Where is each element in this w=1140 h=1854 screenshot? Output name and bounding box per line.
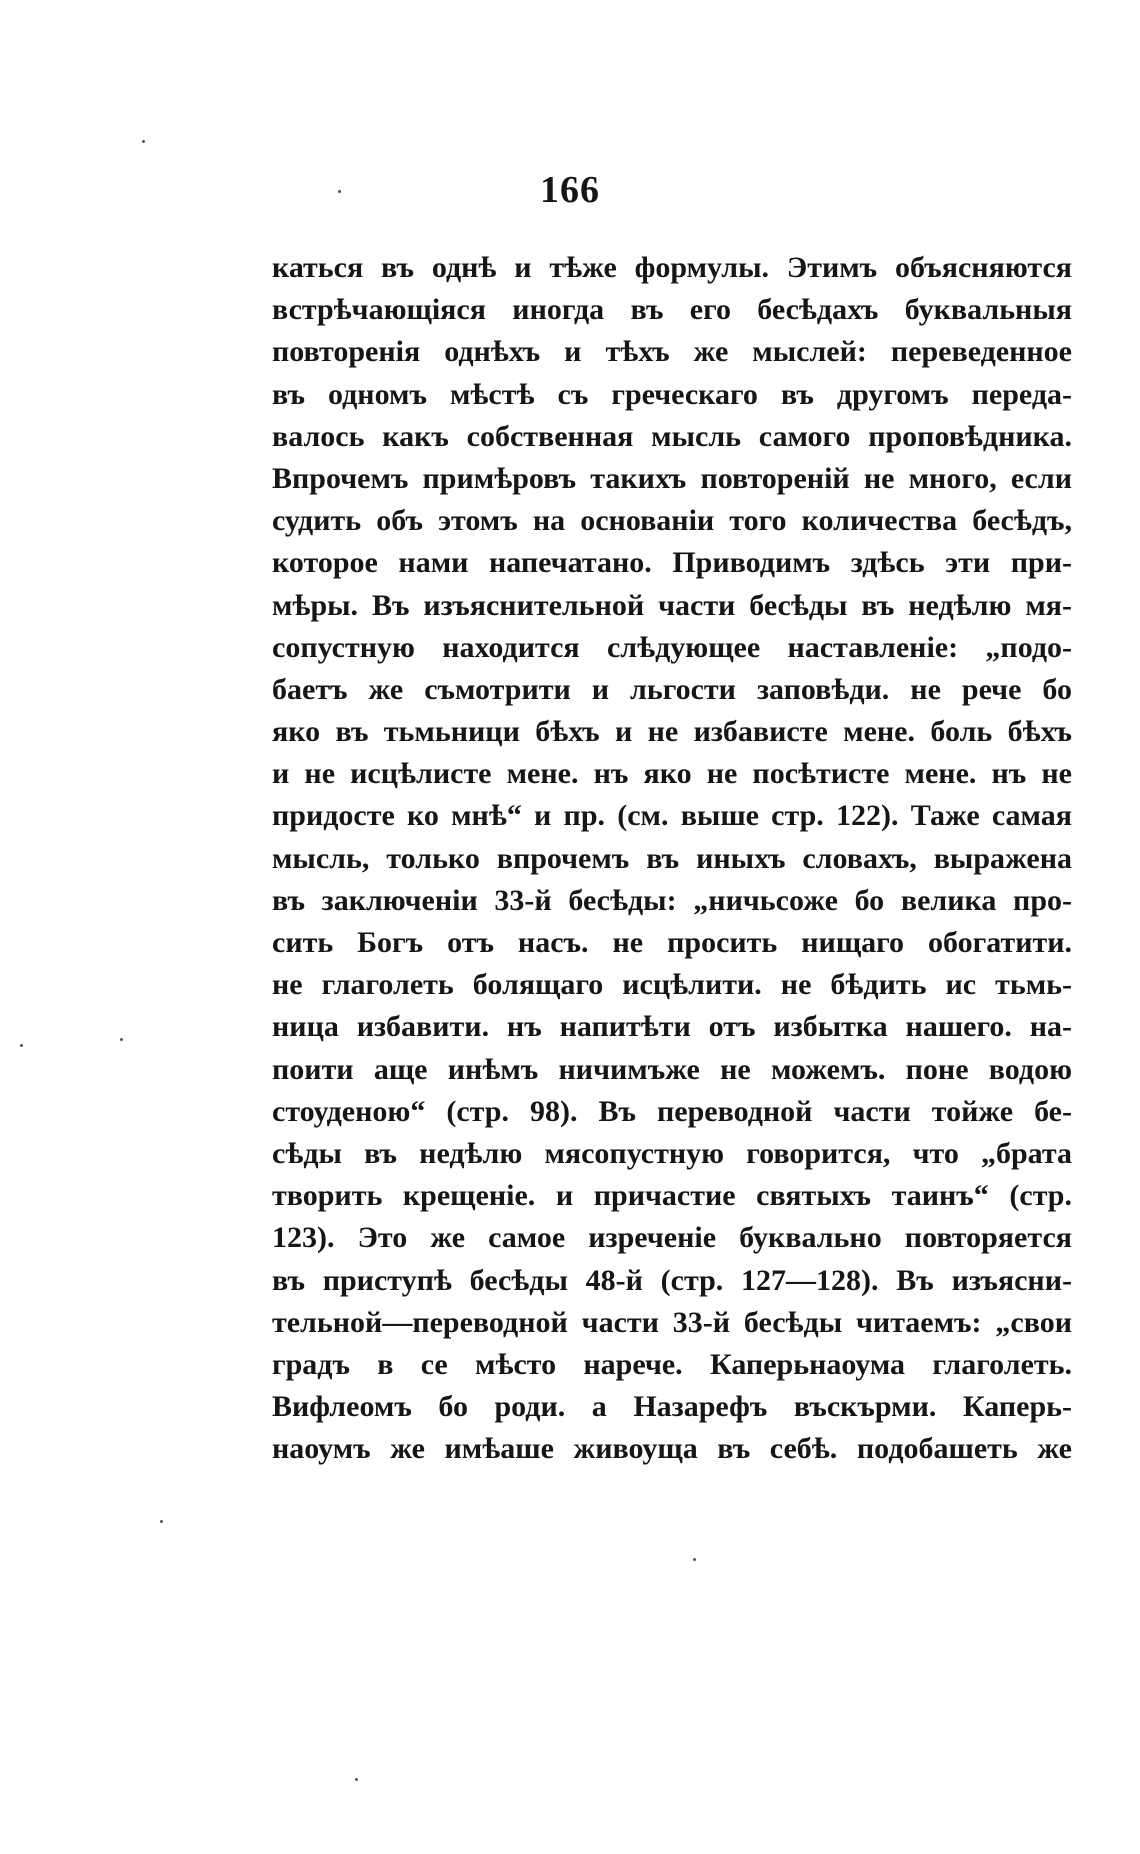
text-line: въ приступѣ бесѣды 48-й (стр. 127—128). Въ изъясни- <box>272 1263 1072 1297</box>
scan-speck <box>142 140 145 143</box>
text-line: въ одномъ мѣстѣ съ греческаго въ другомъ переда- <box>272 377 1072 411</box>
text-line: повторенія однѣхъ и тѣхъ же мыслей: переведенное <box>272 335 1072 369</box>
text-line: Впрочемъ примѣровъ такихъ повтореній не много, если <box>272 461 1072 495</box>
text-line: сить Богъ отъ насъ. не просить нищаго обогатити. <box>272 926 1072 959</box>
scan-speck <box>338 190 341 193</box>
text-line: которое нами напечатано. Приводимъ здѣсь эти при- <box>272 546 1072 580</box>
text-line: мысль, только впрочемъ въ иныхъ словахъ, выражена <box>272 841 1072 875</box>
text-line: градъ в се мѣсто нарече. Каперьнаоума глаголеть. <box>272 1347 1072 1381</box>
text-line: творить крещеніе. и причастие святыхъ таинъ“ (стр. <box>272 1179 1072 1213</box>
page-number: 166 <box>540 169 600 211</box>
text-line: тельной—переводной части 33-й бесѣды читаемъ: „свои <box>272 1305 1072 1339</box>
text-line: яко въ тьмьници бѣхъ и не избависте мене. боль бѣхъ <box>272 715 1072 749</box>
text-line: 123). Это же самое изреченіе буквально повторяется <box>272 1221 1072 1255</box>
text-line: придосте ко мнѣ“ и пр. (см. выше стр. 122). Таже самая <box>272 799 1072 833</box>
text-line: сопустную находится слѣдующее наставленіе: „подо- <box>272 630 1072 664</box>
text-line: баетъ же съмотрити и льгости заповѣди. не рече бо <box>272 672 1072 706</box>
text-line: не глаголеть болящаго исцѣлити. не бѣдить ис тьмь- <box>272 968 1072 1002</box>
text-line: наоумъ же имѣаше живоуща въ себѣ. подобашеть же <box>272 1432 1072 1466</box>
text-line: валось какъ собственная мысль самого проповѣдника. <box>272 419 1072 453</box>
scan-speck <box>693 1558 696 1561</box>
text-line: сѣды въ недѣлю мясопустную говорится, что „брата <box>272 1136 1072 1170</box>
text-line: и не исцѣлисте мене. нъ яко не посѣтисте мене. нъ не <box>272 757 1072 791</box>
text-line: ница избавити. нъ напитѣти отъ избытка нашего. на- <box>272 1010 1072 1044</box>
scan-speck <box>160 1520 163 1523</box>
scan-speck <box>20 1044 23 1047</box>
text-line: стоуденою“ (стр. 98). Въ переводной части тойже бе- <box>272 1094 1072 1128</box>
text-line: Вифлеомъ бо роди. а Назарефъ въскърми. Каперь- <box>272 1390 1072 1424</box>
text-line: встрѣчающіяся иногда въ его бесѣдахъ буквальныя <box>272 293 1072 327</box>
scan-speck <box>120 1038 123 1041</box>
text-line: каться въ однѣ и тѣже формулы. Этимъ объясняются <box>272 251 1072 284</box>
text-line: судить объ этомъ на основаніи того количества бесѣдъ, <box>272 504 1072 538</box>
body-text <box>272 247 1072 1470</box>
text-line: поити аще инѣмъ ничимъже не можемъ. поне водою <box>272 1052 1072 1086</box>
scan-speck <box>355 1778 358 1781</box>
text-line: въ заключеніи 33-й бесѣды: „ничьсоже бо велика про- <box>272 883 1072 917</box>
text-line: мѣры. Въ изъяснительной части бесѣды въ недѣлю мя- <box>272 588 1072 622</box>
